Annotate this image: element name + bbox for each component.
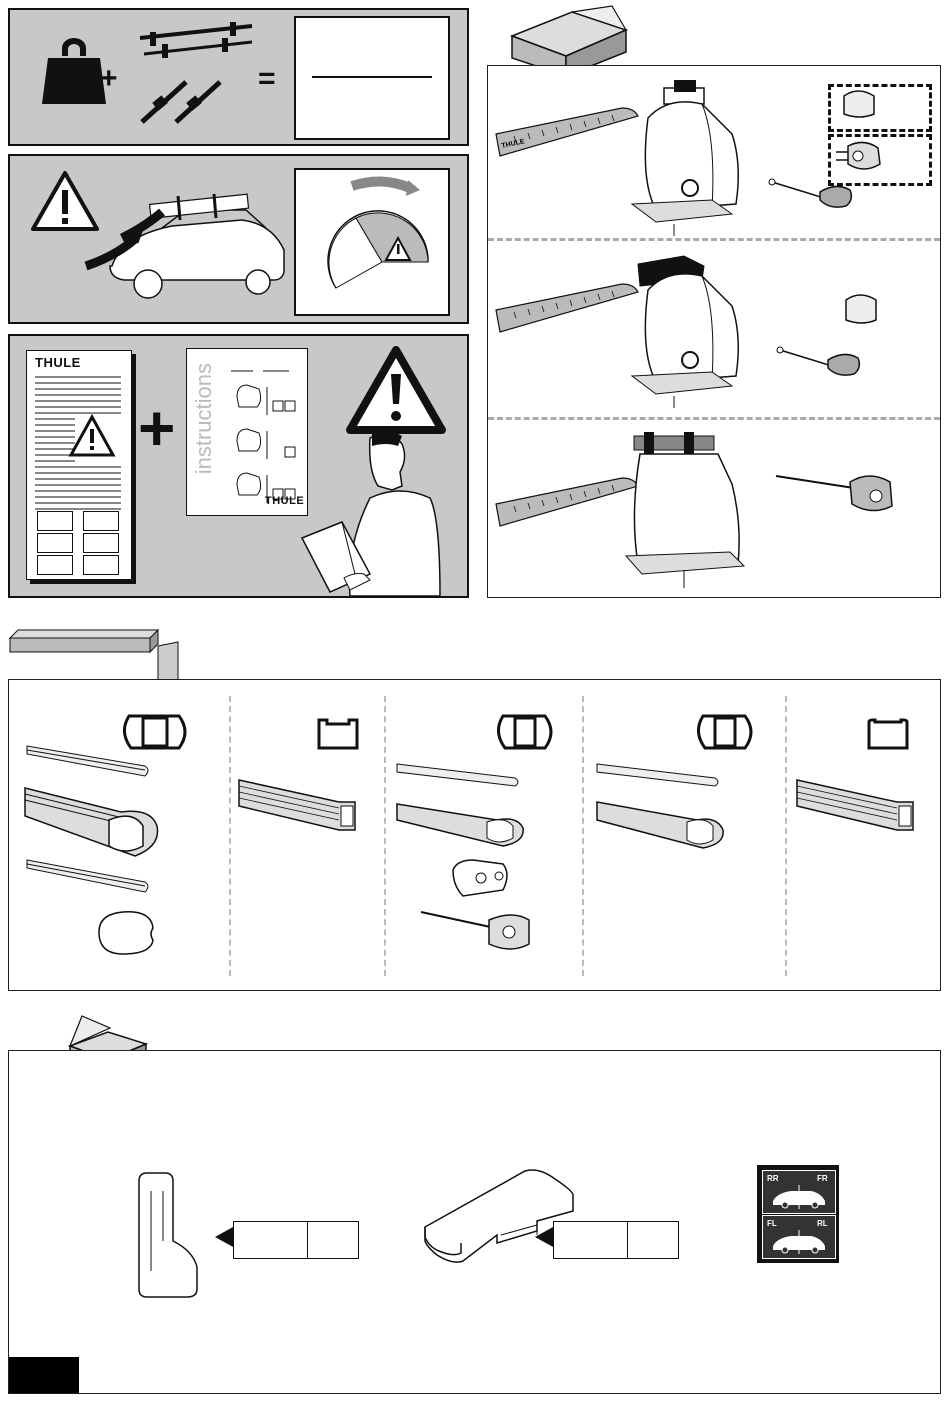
square-bar-body <box>237 776 367 840</box>
aero-bar-body-2 <box>395 800 535 850</box>
lock-cylinder-icon-1 <box>834 138 884 174</box>
read-instructions-panel <box>8 334 469 598</box>
pointer-arrow-1 <box>213 1227 233 1247</box>
large-warning-triangle-icon <box>346 346 446 434</box>
safety-manual-booklet <box>26 350 132 580</box>
sticker-top <box>762 1170 836 1214</box>
roof-foot-2 <box>618 250 758 410</box>
foot-kit-frame <box>487 65 941 598</box>
driving-warning-panel <box>8 154 469 324</box>
aero-bar-strip-3 <box>595 760 725 792</box>
instructions-booklet <box>186 348 308 516</box>
sticker-car-icon-bottom <box>769 1230 829 1254</box>
square-profile-icon <box>315 716 361 752</box>
tool-key-icon-1 <box>768 174 858 214</box>
aero-bar-body-3 <box>595 798 735 854</box>
row-divider-1 <box>488 238 940 241</box>
aero-bar-bottom-strip <box>25 856 155 896</box>
answer-line <box>312 76 432 78</box>
aero-bar-top-strip <box>25 742 155 778</box>
sticker-fr-label: FR <box>817 1174 828 1183</box>
car-with-load-icon <box>82 186 292 306</box>
speed-gauge-icon <box>296 170 452 318</box>
row-divider-2 <box>488 417 940 420</box>
load-capacity-panel <box>8 8 469 146</box>
aero-profile-icon-2 <box>493 712 557 752</box>
tool-key-icon-3 <box>774 466 904 526</box>
pad-quantity-cell <box>308 1222 358 1258</box>
bar-profiles-frame <box>8 679 941 991</box>
aero-bar-body <box>23 784 163 860</box>
square-profile-icon-2 <box>865 716 911 752</box>
sticker-fl-label: FL <box>767 1219 777 1228</box>
equals-sign: = <box>258 62 276 95</box>
column-divider-2 <box>384 696 386 976</box>
bracket-part-number-box <box>553 1221 679 1259</box>
end-cap-icon-2 <box>840 292 880 328</box>
big-plus-sign: + <box>138 392 176 464</box>
pad-part-number-box <box>233 1221 359 1259</box>
svg-text:THULE: THULE <box>500 138 526 150</box>
pointer-arrow-2 <box>533 1227 553 1247</box>
fit-kit-pad-icon <box>133 1171 203 1301</box>
roof-bars-icon <box>132 14 262 134</box>
sticker-rl-label: RL <box>817 1219 828 1228</box>
bracket-part-number-cell <box>554 1222 628 1258</box>
position-sticker-sheet <box>757 1165 839 1263</box>
aero-profile-icon-3 <box>693 712 757 752</box>
instructions-diagrams <box>223 367 303 507</box>
sticker-car-icon-top <box>769 1185 829 1209</box>
roof-foot-1 <box>618 78 758 238</box>
thule-logo: THULE <box>35 355 81 370</box>
instructions-thule-logo: THULE <box>265 495 305 507</box>
bracket-quantity-cell <box>628 1222 678 1258</box>
sticker-bottom <box>762 1215 836 1259</box>
end-cap-icon-1 <box>838 88 878 120</box>
aero-bar-strip-2 <box>395 760 525 792</box>
sticker-rr-label: RR <box>767 1174 779 1183</box>
plus-sign: + <box>100 62 118 95</box>
tool-key-icon-2 <box>776 342 866 382</box>
manual-warning-icon <box>69 415 115 457</box>
column-divider-3 <box>582 696 584 976</box>
speed-gauge-box <box>294 168 450 316</box>
manual-thumb-grid <box>37 511 121 573</box>
max-load-answer-box <box>294 16 450 140</box>
pad-part-number-cell <box>234 1222 308 1258</box>
instructions-title: instructions <box>191 363 216 475</box>
column-divider-4 <box>785 696 787 976</box>
square-bar-body-2 <box>795 776 925 840</box>
column-divider-1 <box>229 696 231 976</box>
fit-kit-frame <box>8 1050 941 1394</box>
roof-foot-3 <box>614 430 764 590</box>
aero-bar-end-cap <box>93 908 157 956</box>
t-track-adapter-icon <box>447 856 517 900</box>
lock-tool-icon-3 <box>419 906 549 956</box>
man-reading-manual-icon <box>300 428 460 598</box>
page-corner-block <box>9 1357 79 1393</box>
